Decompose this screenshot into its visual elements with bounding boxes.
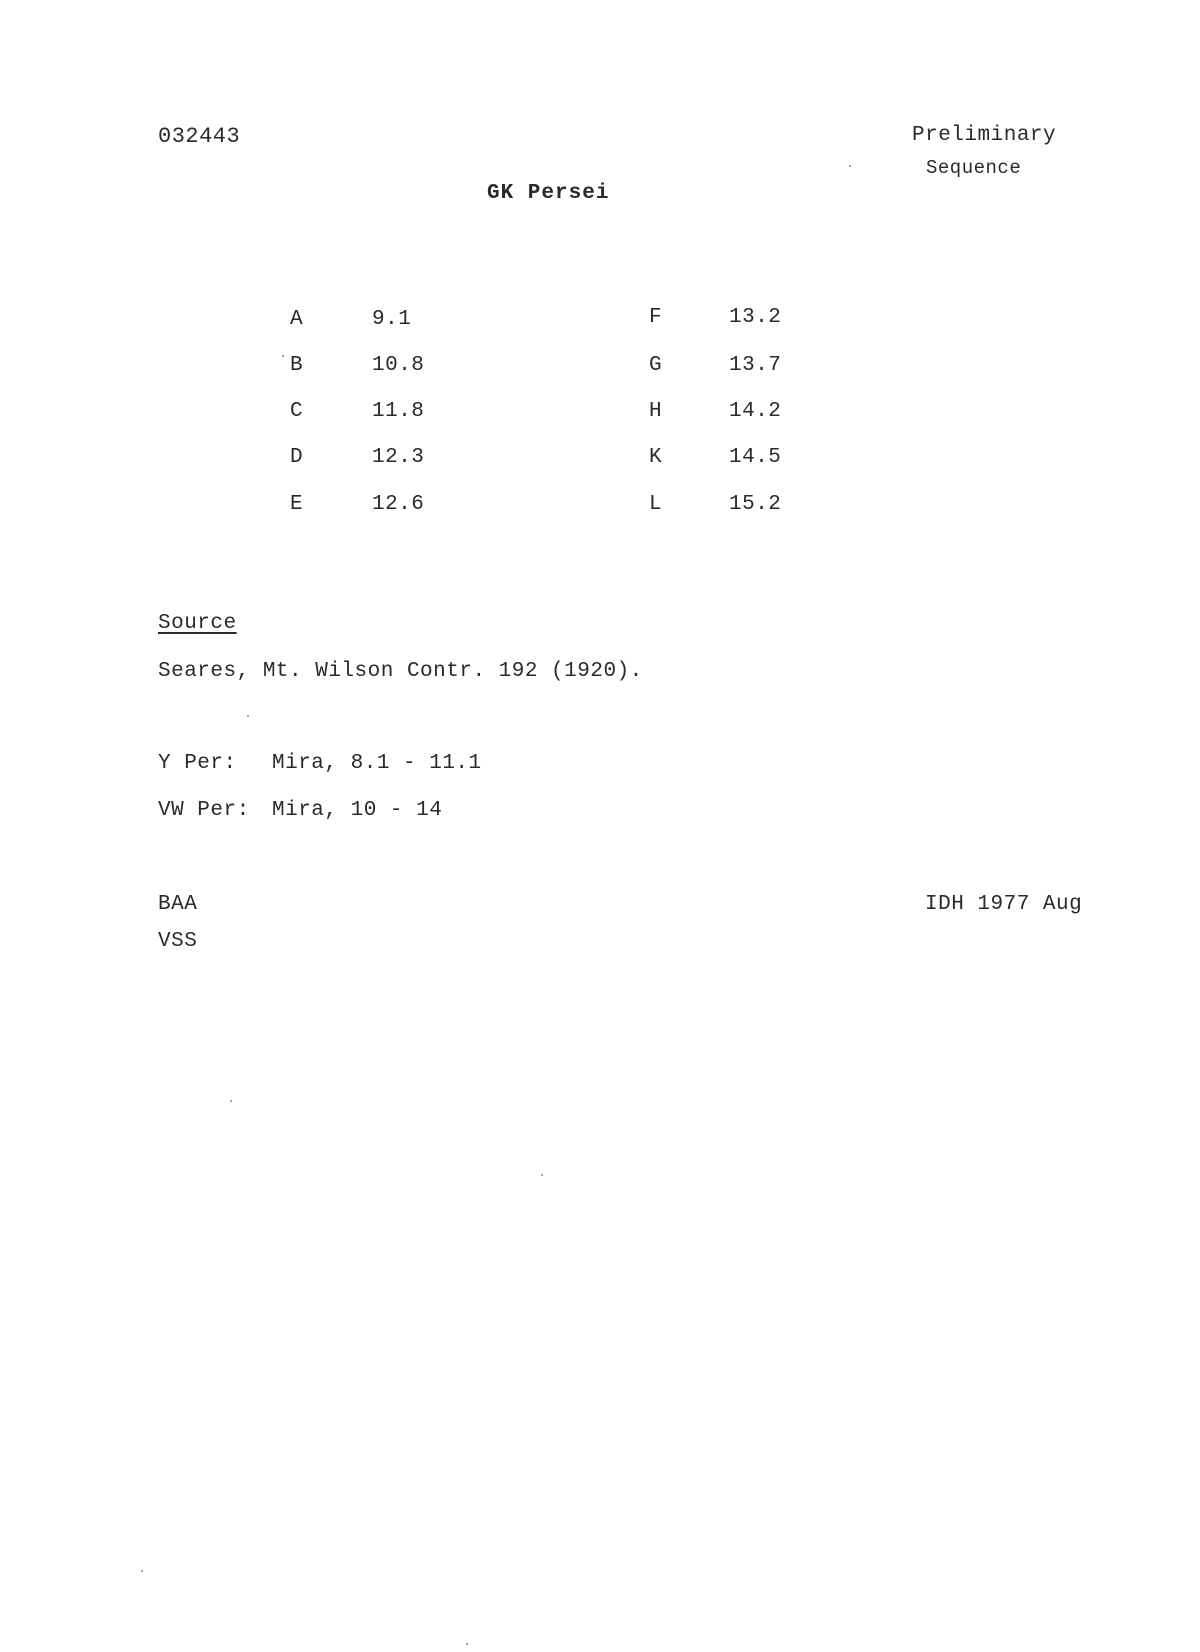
- sequence-magnitude: 13.2: [729, 306, 782, 329]
- scan-speck: [541, 1174, 543, 1176]
- sequence-letter: C: [290, 400, 304, 423]
- scan-speck: [466, 1643, 468, 1645]
- sequence-magnitude: 15.2: [729, 493, 782, 516]
- catalog-number: 032443: [158, 124, 241, 149]
- document-title: GK Persei: [487, 182, 610, 205]
- sequence-letter: H: [649, 400, 663, 423]
- sequence-letter: F: [649, 306, 663, 329]
- variable-value: Mira, 8.1 - 11.1: [272, 752, 482, 775]
- source-heading: Source: [158, 612, 237, 635]
- author-date: IDH 1977 Aug: [925, 893, 1083, 916]
- sequence-magnitude: 10.8: [372, 354, 425, 377]
- source-citation: Seares, Mt. Wilson Contr. 192 (1920).: [158, 660, 643, 683]
- sequence-letter: L: [649, 493, 663, 516]
- sequence-magnitude: 9.1: [372, 308, 412, 331]
- sequence-letter: E: [290, 493, 304, 516]
- scan-speck: [141, 1570, 143, 1572]
- org-baa: BAA: [158, 893, 198, 916]
- sequence-letter: G: [649, 354, 663, 377]
- scan-speck: [849, 165, 851, 167]
- sequence-magnitude: 11.8: [372, 400, 425, 423]
- scan-speck: [247, 715, 249, 717]
- variable-label: Y Per:: [158, 752, 237, 775]
- sequence-magnitude: 13.7: [729, 354, 782, 377]
- sequence-letter: B: [290, 354, 304, 377]
- sequence-magnitude: 14.5: [729, 446, 782, 469]
- org-vss: VSS: [158, 930, 198, 953]
- status-sequence: Sequence: [926, 157, 1022, 179]
- sequence-magnitude: 12.3: [372, 446, 425, 469]
- sequence-letter: A: [290, 308, 304, 331]
- variable-label: VW Per:: [158, 799, 250, 822]
- sequence-letter: K: [649, 446, 663, 469]
- sequence-magnitude: 12.6: [372, 493, 425, 516]
- sequence-magnitude: 14.2: [729, 400, 782, 423]
- scan-speck: [282, 355, 284, 357]
- sequence-letter: D: [290, 446, 304, 469]
- status-preliminary: Preliminary: [912, 124, 1057, 147]
- scan-speck: [230, 1100, 232, 1102]
- variable-value: Mira, 10 - 14: [272, 799, 443, 822]
